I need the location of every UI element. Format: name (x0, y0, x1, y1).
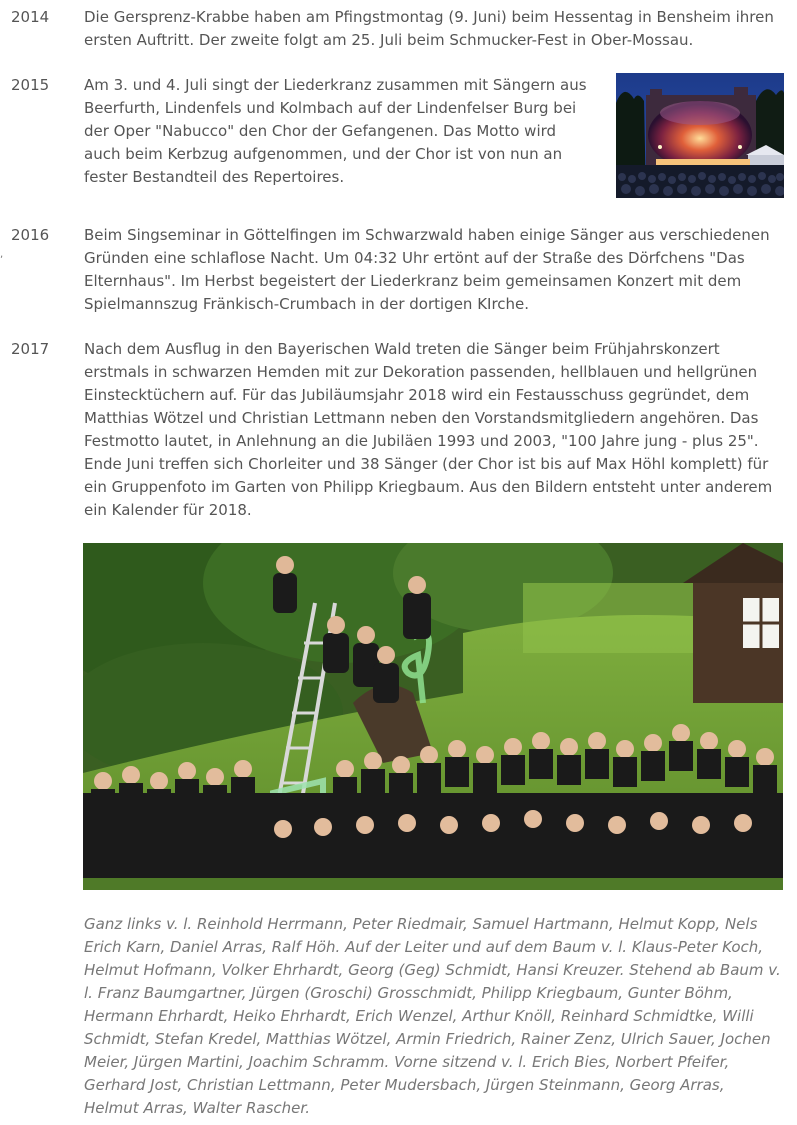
caption-line: Erich Karn, Daniel Arras, Ralf Höh. Auf der Leiter und auf dem Baum v. l. Klaus-Peter Koch, (84, 938, 764, 956)
nabucco-stage-photo (616, 73, 784, 198)
text-line: Die Gersprenz-Krabbe haben am Pfingstmontag (9. Juni) beim Hessentag in Bensheim ihren (84, 8, 774, 26)
choir-group-photo (83, 543, 783, 890)
text-line: Festmotto lautet, in Anlehnung an die Jubiläen 1993 und 2003, "100 Jahre jung - plus 25". (84, 432, 759, 450)
entry-text (84, 6, 774, 52)
text-line: Einstecktüchern auf. Für das Jubiläumsjahr 2018 wird ein Festausschuss gegründet, dem (84, 386, 750, 404)
caption-line: Helmut Hofmann, Volker Ehrhardt, Georg (Geg) Schmidt, Hansi Kreuzer. Stehend ab Baum v. (84, 961, 781, 979)
text-line: Elternhaus". Im Herbst begeistert der Liederkranz beim gemeinsamen Konzert mit dem (84, 272, 742, 290)
entry-year: 2017 (11, 340, 50, 358)
caption-line: Schmidt, Stefan Kredel, Matthias Wötzel, Armin Friedrich, Rainer Zenz, Ulrich Sauer, Jochen (84, 1030, 771, 1048)
text-line: fester Bestandteil des Repertoires. (84, 168, 345, 186)
text-line: Gründen eine schlaflose Nacht. Um 04:32 Uhr ertönt auf der Straße des Dörfchens "Das (84, 249, 745, 267)
text-line: Ende Juni treffen sich Chorleiter und 38 Sänger (der Chor ist bis auf Max Höhl komplett) für (84, 455, 769, 473)
caption-line: Meier, Jürgen Martini, Joachim Schramm. Vorne sitzend v. l. Erich Bies, Norbert Pfeifer, (84, 1053, 730, 1071)
text-line: Beim Singseminar in Göttelfingen im Schwarzwald haben einige Sänger aus verschiedenen (84, 226, 770, 244)
caption-line: Gerhard Jost, Christian Lettmann, Peter Mudersbach, Jürgen Steinmann, Georg Arras, (84, 1076, 725, 1094)
text-line: Nach dem Ausflug in den Bayerischen Wald treten die Sänger beim Frühjahrskonzert (84, 340, 720, 358)
entry-year: 2015 (11, 76, 50, 94)
stray-mark: , (0, 249, 4, 260)
caption-line: Helmut Arras, Walter Rascher. (84, 1099, 310, 1117)
text-line: auch beim Kerbzug aufgenommen, und der Chor ist von nun an (84, 145, 563, 163)
caption-line: l. Franz Baumgartner, Jürgen (Groschi) Grosschmidt, Philipp Kriegbaum, Gunter Böhm, (84, 984, 733, 1002)
text-line: Spielmannszug Fränkisch-Crumbach in der dortigen KIrche. (84, 295, 530, 313)
text-line: erstmals in schwarzen Hemden mit zur Dekoration passenden, hellblauen und hellgrünen (84, 363, 758, 381)
caption-line: Hermann Ehrhardt, Heiko Ehrhardt, Erich Wenzel, Arthur Knöll, Reinhard Schmidtke, Willi (84, 1007, 754, 1025)
entry-text (84, 224, 770, 316)
text-line: ein Gruppenfoto im Garten von Philipp Kriegbaum. Aus den Bildern entsteht unter anderem (84, 478, 773, 496)
text-line: ersten Auftritt. Der zweite folgt am 25. Juli beim Schmucker-Fest in Ober-Mossau. (84, 31, 694, 49)
entry-year: 2014 (11, 8, 50, 26)
text-line: Matthias Wötzel und Christian Lettmann neben den Vorstandsmitgliedern angehören. Das (84, 409, 759, 427)
caption-line: Ganz links v. l. Reinhold Herrmann, Peter Riedmair, Samuel Hartmann, Helmut Kopp, Nels (84, 915, 758, 933)
text-line: ein Kalender für 2018. (84, 501, 252, 519)
entry-text (84, 338, 772, 522)
text-line: Am 3. und 4. Juli singt der Liederkranz zusammen mit Sängern aus (84, 76, 587, 94)
text-line: der Oper "Nabucco" den Chor der Gefangenen. Das Motto wird (84, 122, 557, 140)
text-line: Beerfurth, Lindenfels und Kolmbach auf der Lindenfelser Burg bei (84, 99, 577, 117)
entry-year: 2016 (11, 226, 50, 244)
entry-text (84, 74, 587, 189)
photo-caption (84, 913, 781, 1120)
